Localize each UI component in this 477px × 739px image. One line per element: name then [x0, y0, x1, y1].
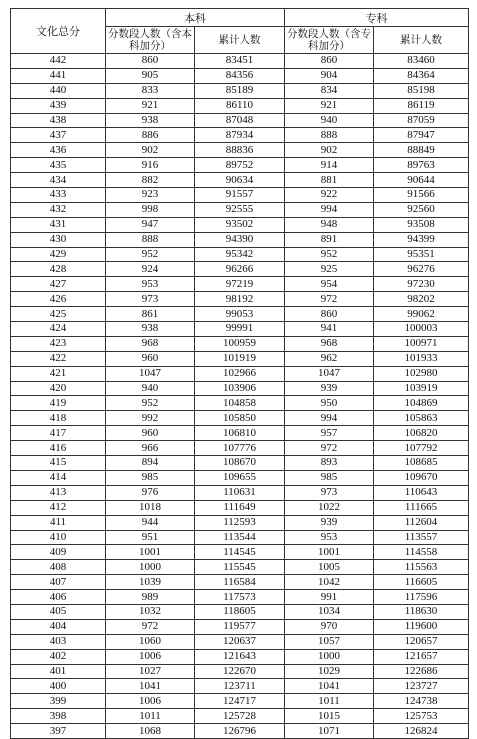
specialist-cumulative-cell: 118630 — [374, 604, 469, 619]
specialist-cumulative-cell: 90644 — [374, 173, 469, 188]
undergrad-cumulative-cell: 122670 — [195, 664, 285, 679]
specialist-count-cell: 957 — [285, 426, 374, 441]
undergrad-count-cell: 985 — [106, 470, 195, 485]
undergrad-cumulative-cell: 121643 — [195, 649, 285, 664]
table-row — [11, 530, 469, 545]
table-body — [11, 54, 469, 739]
total-score-cell: 411 — [11, 515, 106, 530]
specialist-cumulative-cell: 112604 — [374, 515, 469, 530]
table-row — [11, 381, 469, 396]
specialist-count-cell: 888 — [285, 128, 374, 143]
total-score-cell: 408 — [11, 560, 106, 575]
specialist-cumulative-cell: 124738 — [374, 694, 469, 709]
table-header — [11, 9, 469, 54]
undergrad-count-cell: 998 — [106, 202, 195, 217]
undergrad-cumulative-cell: 104858 — [195, 396, 285, 411]
total-score-cell: 400 — [11, 679, 106, 694]
specialist-count-cell: 1022 — [285, 500, 374, 515]
table-row — [11, 396, 469, 411]
total-score-cell: 422 — [11, 351, 106, 366]
undergrad-count-cell: 921 — [106, 98, 195, 113]
specialist-cumulative-cell: 111665 — [374, 500, 469, 515]
undergrad-cumulative-header: 累计人数 — [195, 27, 285, 54]
total-score-cell: 434 — [11, 173, 106, 188]
specialist-cumulative-cell: 92560 — [374, 202, 469, 217]
score-distribution-table — [10, 8, 469, 739]
specialist-cumulative-cell: 103919 — [374, 381, 469, 396]
specialist-cumulative-cell: 119600 — [374, 619, 469, 634]
specialist-count-cell: 1057 — [285, 634, 374, 649]
specialist-cumulative-cell: 88849 — [374, 143, 469, 158]
total-score-cell: 401 — [11, 664, 106, 679]
undergrad-cumulative-cell: 110631 — [195, 485, 285, 500]
table-row — [11, 292, 469, 307]
undergrad-cumulative-cell: 116584 — [195, 575, 285, 590]
specialist-count-cell: 994 — [285, 411, 374, 426]
specialist-count-cell: 1029 — [285, 664, 374, 679]
undergrad-cumulative-cell: 115545 — [195, 560, 285, 575]
table-row — [11, 307, 469, 322]
specialist-cumulative-cell: 87059 — [374, 113, 469, 128]
specialist-cumulative-cell: 107792 — [374, 441, 469, 456]
undergrad-count-cell: 1011 — [106, 709, 195, 724]
undergrad-cumulative-cell: 103906 — [195, 381, 285, 396]
specialist-count-header: 分数段人数（含专科加分） — [285, 27, 374, 54]
specialist-cumulative-cell: 94399 — [374, 232, 469, 247]
undergrad-cumulative-cell: 111649 — [195, 500, 285, 515]
specialist-count-cell: 939 — [285, 515, 374, 530]
table-row — [11, 188, 469, 203]
specialist-count-cell: 914 — [285, 158, 374, 173]
specialist-count-cell: 834 — [285, 83, 374, 98]
total-score-header: 文化总分 — [11, 9, 106, 54]
undergrad-count-cell: 1006 — [106, 694, 195, 709]
specialist-count-cell: 972 — [285, 441, 374, 456]
specialist-count-cell: 952 — [285, 247, 374, 262]
table-row — [11, 54, 469, 69]
table-row — [11, 619, 469, 634]
undergrad-cumulative-cell: 89752 — [195, 158, 285, 173]
total-score-cell: 417 — [11, 426, 106, 441]
table-row — [11, 456, 469, 471]
undergrad-cumulative-cell: 120637 — [195, 634, 285, 649]
total-score-cell: 430 — [11, 232, 106, 247]
specialist-count-cell: 1071 — [285, 724, 374, 739]
undergrad-count-cell: 924 — [106, 262, 195, 277]
specialist-cumulative-cell: 109670 — [374, 470, 469, 485]
undergrad-count-cell: 1018 — [106, 500, 195, 515]
specialist-count-cell: 1041 — [285, 679, 374, 694]
undergrad-cumulative-cell: 92555 — [195, 202, 285, 217]
undergrad-count-header: 分数段人数（含本科加分） — [106, 27, 195, 54]
undergrad-count-cell: 1068 — [106, 724, 195, 739]
table-row — [11, 336, 469, 351]
undergrad-cumulative-cell: 93502 — [195, 217, 285, 232]
specialist-cumulative-cell: 106820 — [374, 426, 469, 441]
table-row — [11, 724, 469, 739]
table-row — [11, 441, 469, 456]
specialist-cumulative-cell: 113557 — [374, 530, 469, 545]
undergrad-cumulative-cell: 106810 — [195, 426, 285, 441]
table-row — [11, 232, 469, 247]
specialist-cumulative-cell: 95351 — [374, 247, 469, 262]
undergrad-count-cell: 952 — [106, 396, 195, 411]
table-row — [11, 694, 469, 709]
undergrad-count-cell: 882 — [106, 173, 195, 188]
undergrad-cumulative-cell: 119577 — [195, 619, 285, 634]
undergrad-cumulative-cell: 98192 — [195, 292, 285, 307]
undergrad-cumulative-cell: 88836 — [195, 143, 285, 158]
specialist-cumulative-cell: 102980 — [374, 366, 469, 381]
undergrad-count-cell: 968 — [106, 336, 195, 351]
specialist-count-cell: 954 — [285, 277, 374, 292]
undergrad-count-cell: 916 — [106, 158, 195, 173]
specialist-count-cell: 962 — [285, 351, 374, 366]
undergrad-count-cell: 1041 — [106, 679, 195, 694]
undergrad-cumulative-cell: 107776 — [195, 441, 285, 456]
table-row — [11, 679, 469, 694]
specialist-cumulative-cell: 116605 — [374, 575, 469, 590]
specialist-count-cell: 902 — [285, 143, 374, 158]
undergrad-count-cell: 888 — [106, 232, 195, 247]
specialist-count-cell: 881 — [285, 173, 374, 188]
specialist-count-cell: 953 — [285, 530, 374, 545]
specialist-count-cell: 893 — [285, 456, 374, 471]
total-score-cell: 410 — [11, 530, 106, 545]
undergrad-cumulative-cell: 112593 — [195, 515, 285, 530]
specialist-cumulative-cell: 117596 — [374, 590, 469, 605]
table-row — [11, 470, 469, 485]
specialist-count-cell: 921 — [285, 98, 374, 113]
undergrad-count-cell: 940 — [106, 381, 195, 396]
total-score-cell: 441 — [11, 68, 106, 83]
undergrad-cumulative-cell: 123711 — [195, 679, 285, 694]
undergrad-count-cell: 976 — [106, 485, 195, 500]
total-score-cell: 412 — [11, 500, 106, 515]
total-score-cell: 409 — [11, 545, 106, 560]
table-row — [11, 604, 469, 619]
table-row — [11, 411, 469, 426]
specialist-count-cell: 922 — [285, 188, 374, 203]
undergrad-cumulative-cell: 109655 — [195, 470, 285, 485]
specialist-count-cell: 991 — [285, 590, 374, 605]
table-row — [11, 322, 469, 337]
specialist-cumulative-cell: 96276 — [374, 262, 469, 277]
specialist-cumulative-cell: 105863 — [374, 411, 469, 426]
specialist-count-cell: 940 — [285, 113, 374, 128]
undergrad-cumulative-cell: 124717 — [195, 694, 285, 709]
undergrad-count-cell: 938 — [106, 322, 195, 337]
specialist-count-cell: 1011 — [285, 694, 374, 709]
undergrad-count-cell: 923 — [106, 188, 195, 203]
specialist-cumulative-cell: 89763 — [374, 158, 469, 173]
table-row — [11, 366, 469, 381]
specialist-count-cell: 972 — [285, 292, 374, 307]
total-score-cell: 435 — [11, 158, 106, 173]
undergrad-count-cell: 905 — [106, 68, 195, 83]
specialist-cumulative-cell: 99062 — [374, 307, 469, 322]
undergrad-count-cell: 944 — [106, 515, 195, 530]
specialist-header: 专科 — [285, 9, 469, 27]
table-row — [11, 158, 469, 173]
specialist-cumulative-cell: 125753 — [374, 709, 469, 724]
total-score-cell: 424 — [11, 322, 106, 337]
specialist-count-cell: 860 — [285, 307, 374, 322]
specialist-cumulative-cell: 86119 — [374, 98, 469, 113]
total-score-cell: 399 — [11, 694, 106, 709]
total-score-cell: 427 — [11, 277, 106, 292]
specialist-count-cell: 1015 — [285, 709, 374, 724]
total-score-cell: 413 — [11, 485, 106, 500]
undergrad-count-cell: 989 — [106, 590, 195, 605]
total-score-cell: 403 — [11, 634, 106, 649]
table-row — [11, 83, 469, 98]
undergrad-count-cell: 951 — [106, 530, 195, 545]
total-score-cell: 425 — [11, 307, 106, 322]
table-row — [11, 247, 469, 262]
undergrad-cumulative-cell: 113544 — [195, 530, 285, 545]
specialist-cumulative-cell: 91566 — [374, 188, 469, 203]
specialist-cumulative-cell: 110643 — [374, 485, 469, 500]
undergrad-count-cell: 833 — [106, 83, 195, 98]
specialist-cumulative-cell: 114558 — [374, 545, 469, 560]
total-score-cell: 438 — [11, 113, 106, 128]
table-row — [11, 128, 469, 143]
specialist-cumulative-cell: 98202 — [374, 292, 469, 307]
undergrad-count-cell: 953 — [106, 277, 195, 292]
undergrad-cumulative-cell: 87934 — [195, 128, 285, 143]
table-row — [11, 143, 469, 158]
specialist-cumulative-cell: 122686 — [374, 664, 469, 679]
undergrad-cumulative-cell: 95342 — [195, 247, 285, 262]
table-row — [11, 575, 469, 590]
undergrad-cumulative-cell: 114545 — [195, 545, 285, 560]
table-row — [11, 545, 469, 560]
undergrad-cumulative-cell: 117573 — [195, 590, 285, 605]
undergrad-cumulative-cell: 100959 — [195, 336, 285, 351]
total-score-cell: 398 — [11, 709, 106, 724]
undergrad-cumulative-cell: 90634 — [195, 173, 285, 188]
specialist-cumulative-cell: 104869 — [374, 396, 469, 411]
undergrad-cumulative-cell: 96266 — [195, 262, 285, 277]
undergrad-cumulative-cell: 91557 — [195, 188, 285, 203]
undergrad-count-cell: 952 — [106, 247, 195, 262]
undergrad-count-cell: 861 — [106, 307, 195, 322]
undergrad-cumulative-cell: 126796 — [195, 724, 285, 739]
total-score-cell: 433 — [11, 188, 106, 203]
table-row — [11, 560, 469, 575]
total-score-cell: 423 — [11, 336, 106, 351]
undergrad-count-cell: 973 — [106, 292, 195, 307]
total-score-cell: 436 — [11, 143, 106, 158]
total-score-cell: 405 — [11, 604, 106, 619]
undergrad-count-cell: 902 — [106, 143, 195, 158]
specialist-cumulative-header: 累计人数 — [374, 27, 469, 54]
specialist-count-cell: 860 — [285, 54, 374, 69]
table-row — [11, 217, 469, 232]
total-score-cell: 418 — [11, 411, 106, 426]
specialist-count-cell: 950 — [285, 396, 374, 411]
specialist-cumulative-cell: 126824 — [374, 724, 469, 739]
total-score-cell: 421 — [11, 366, 106, 381]
specialist-count-cell: 1047 — [285, 366, 374, 381]
specialist-count-cell: 968 — [285, 336, 374, 351]
table-row — [11, 68, 469, 83]
undergrad-count-cell: 992 — [106, 411, 195, 426]
specialist-cumulative-cell: 123727 — [374, 679, 469, 694]
undergrad-cumulative-cell: 97219 — [195, 277, 285, 292]
table-row — [11, 500, 469, 515]
undergrad-cumulative-cell: 83451 — [195, 54, 285, 69]
undergrad-cumulative-cell: 108670 — [195, 456, 285, 471]
undergrad-count-cell: 947 — [106, 217, 195, 232]
specialist-count-cell: 985 — [285, 470, 374, 485]
undergrad-count-cell: 1027 — [106, 664, 195, 679]
total-score-cell: 404 — [11, 619, 106, 634]
table-row — [11, 277, 469, 292]
undergrad-count-cell: 1000 — [106, 560, 195, 575]
undergrad-header: 本科 — [106, 9, 285, 27]
undergrad-count-cell: 1001 — [106, 545, 195, 560]
total-score-cell: 428 — [11, 262, 106, 277]
specialist-count-cell: 941 — [285, 322, 374, 337]
table-row — [11, 202, 469, 217]
undergrad-cumulative-cell: 99991 — [195, 322, 285, 337]
table-row — [11, 351, 469, 366]
specialist-cumulative-cell: 87947 — [374, 128, 469, 143]
undergrad-count-cell: 1060 — [106, 634, 195, 649]
undergrad-cumulative-cell: 86110 — [195, 98, 285, 113]
specialist-cumulative-cell: 115563 — [374, 560, 469, 575]
total-score-cell: 406 — [11, 590, 106, 605]
specialist-count-cell: 970 — [285, 619, 374, 634]
table-row — [11, 590, 469, 605]
table-row — [11, 664, 469, 679]
undergrad-cumulative-cell: 99053 — [195, 307, 285, 322]
total-score-cell: 416 — [11, 441, 106, 456]
total-score-cell: 407 — [11, 575, 106, 590]
undergrad-count-cell: 894 — [106, 456, 195, 471]
undergrad-count-cell: 960 — [106, 426, 195, 441]
total-score-cell: 440 — [11, 83, 106, 98]
specialist-count-cell: 1001 — [285, 545, 374, 560]
total-score-cell: 397 — [11, 724, 106, 739]
table-row — [11, 515, 469, 530]
undergrad-cumulative-cell: 85189 — [195, 83, 285, 98]
undergrad-count-cell: 966 — [106, 441, 195, 456]
total-score-cell: 426 — [11, 292, 106, 307]
specialist-cumulative-cell: 108685 — [374, 456, 469, 471]
table-row — [11, 98, 469, 113]
total-score-cell: 415 — [11, 456, 106, 471]
undergrad-count-cell: 886 — [106, 128, 195, 143]
specialist-count-cell: 994 — [285, 202, 374, 217]
table-row — [11, 173, 469, 188]
total-score-cell: 420 — [11, 381, 106, 396]
total-score-cell: 432 — [11, 202, 106, 217]
undergrad-cumulative-cell: 87048 — [195, 113, 285, 128]
undergrad-count-cell: 1047 — [106, 366, 195, 381]
table-row — [11, 485, 469, 500]
undergrad-cumulative-cell: 102966 — [195, 366, 285, 381]
specialist-count-cell: 1000 — [285, 649, 374, 664]
total-score-cell: 431 — [11, 217, 106, 232]
specialist-count-cell: 973 — [285, 485, 374, 500]
specialist-cumulative-cell: 100003 — [374, 322, 469, 337]
specialist-cumulative-cell: 97230 — [374, 277, 469, 292]
undergrad-count-cell: 1006 — [106, 649, 195, 664]
total-score-cell: 414 — [11, 470, 106, 485]
undergrad-count-cell: 1032 — [106, 604, 195, 619]
undergrad-cumulative-cell: 101919 — [195, 351, 285, 366]
total-score-cell: 437 — [11, 128, 106, 143]
total-score-cell: 402 — [11, 649, 106, 664]
table-row — [11, 426, 469, 441]
total-score-cell: 429 — [11, 247, 106, 262]
undergrad-count-cell: 960 — [106, 351, 195, 366]
specialist-count-cell: 1042 — [285, 575, 374, 590]
specialist-count-cell: 1005 — [285, 560, 374, 575]
specialist-count-cell: 925 — [285, 262, 374, 277]
specialist-cumulative-cell: 120657 — [374, 634, 469, 649]
specialist-cumulative-cell: 100971 — [374, 336, 469, 351]
specialist-count-cell: 939 — [285, 381, 374, 396]
undergrad-count-cell: 1039 — [106, 575, 195, 590]
specialist-cumulative-cell: 85198 — [374, 83, 469, 98]
undergrad-count-cell: 972 — [106, 619, 195, 634]
undergrad-count-cell: 860 — [106, 54, 195, 69]
undergrad-cumulative-cell: 94390 — [195, 232, 285, 247]
undergrad-cumulative-cell: 105850 — [195, 411, 285, 426]
total-score-cell: 419 — [11, 396, 106, 411]
undergrad-cumulative-cell: 118605 — [195, 604, 285, 619]
total-score-cell: 442 — [11, 54, 106, 69]
specialist-cumulative-cell: 93508 — [374, 217, 469, 232]
specialist-count-cell: 891 — [285, 232, 374, 247]
specialist-count-cell: 1034 — [285, 604, 374, 619]
specialist-cumulative-cell: 84364 — [374, 68, 469, 83]
table-row — [11, 262, 469, 277]
table-row — [11, 709, 469, 724]
undergrad-count-cell: 938 — [106, 113, 195, 128]
specialist-cumulative-cell: 83460 — [374, 54, 469, 69]
total-score-cell: 439 — [11, 98, 106, 113]
specialist-cumulative-cell: 121657 — [374, 649, 469, 664]
table-row — [11, 113, 469, 128]
specialist-cumulative-cell: 101933 — [374, 351, 469, 366]
undergrad-cumulative-cell: 125728 — [195, 709, 285, 724]
table-row — [11, 634, 469, 649]
score-distribution-table-container — [10, 8, 468, 739]
undergrad-cumulative-cell: 84356 — [195, 68, 285, 83]
table-row — [11, 649, 469, 664]
specialist-count-cell: 948 — [285, 217, 374, 232]
specialist-count-cell: 904 — [285, 68, 374, 83]
